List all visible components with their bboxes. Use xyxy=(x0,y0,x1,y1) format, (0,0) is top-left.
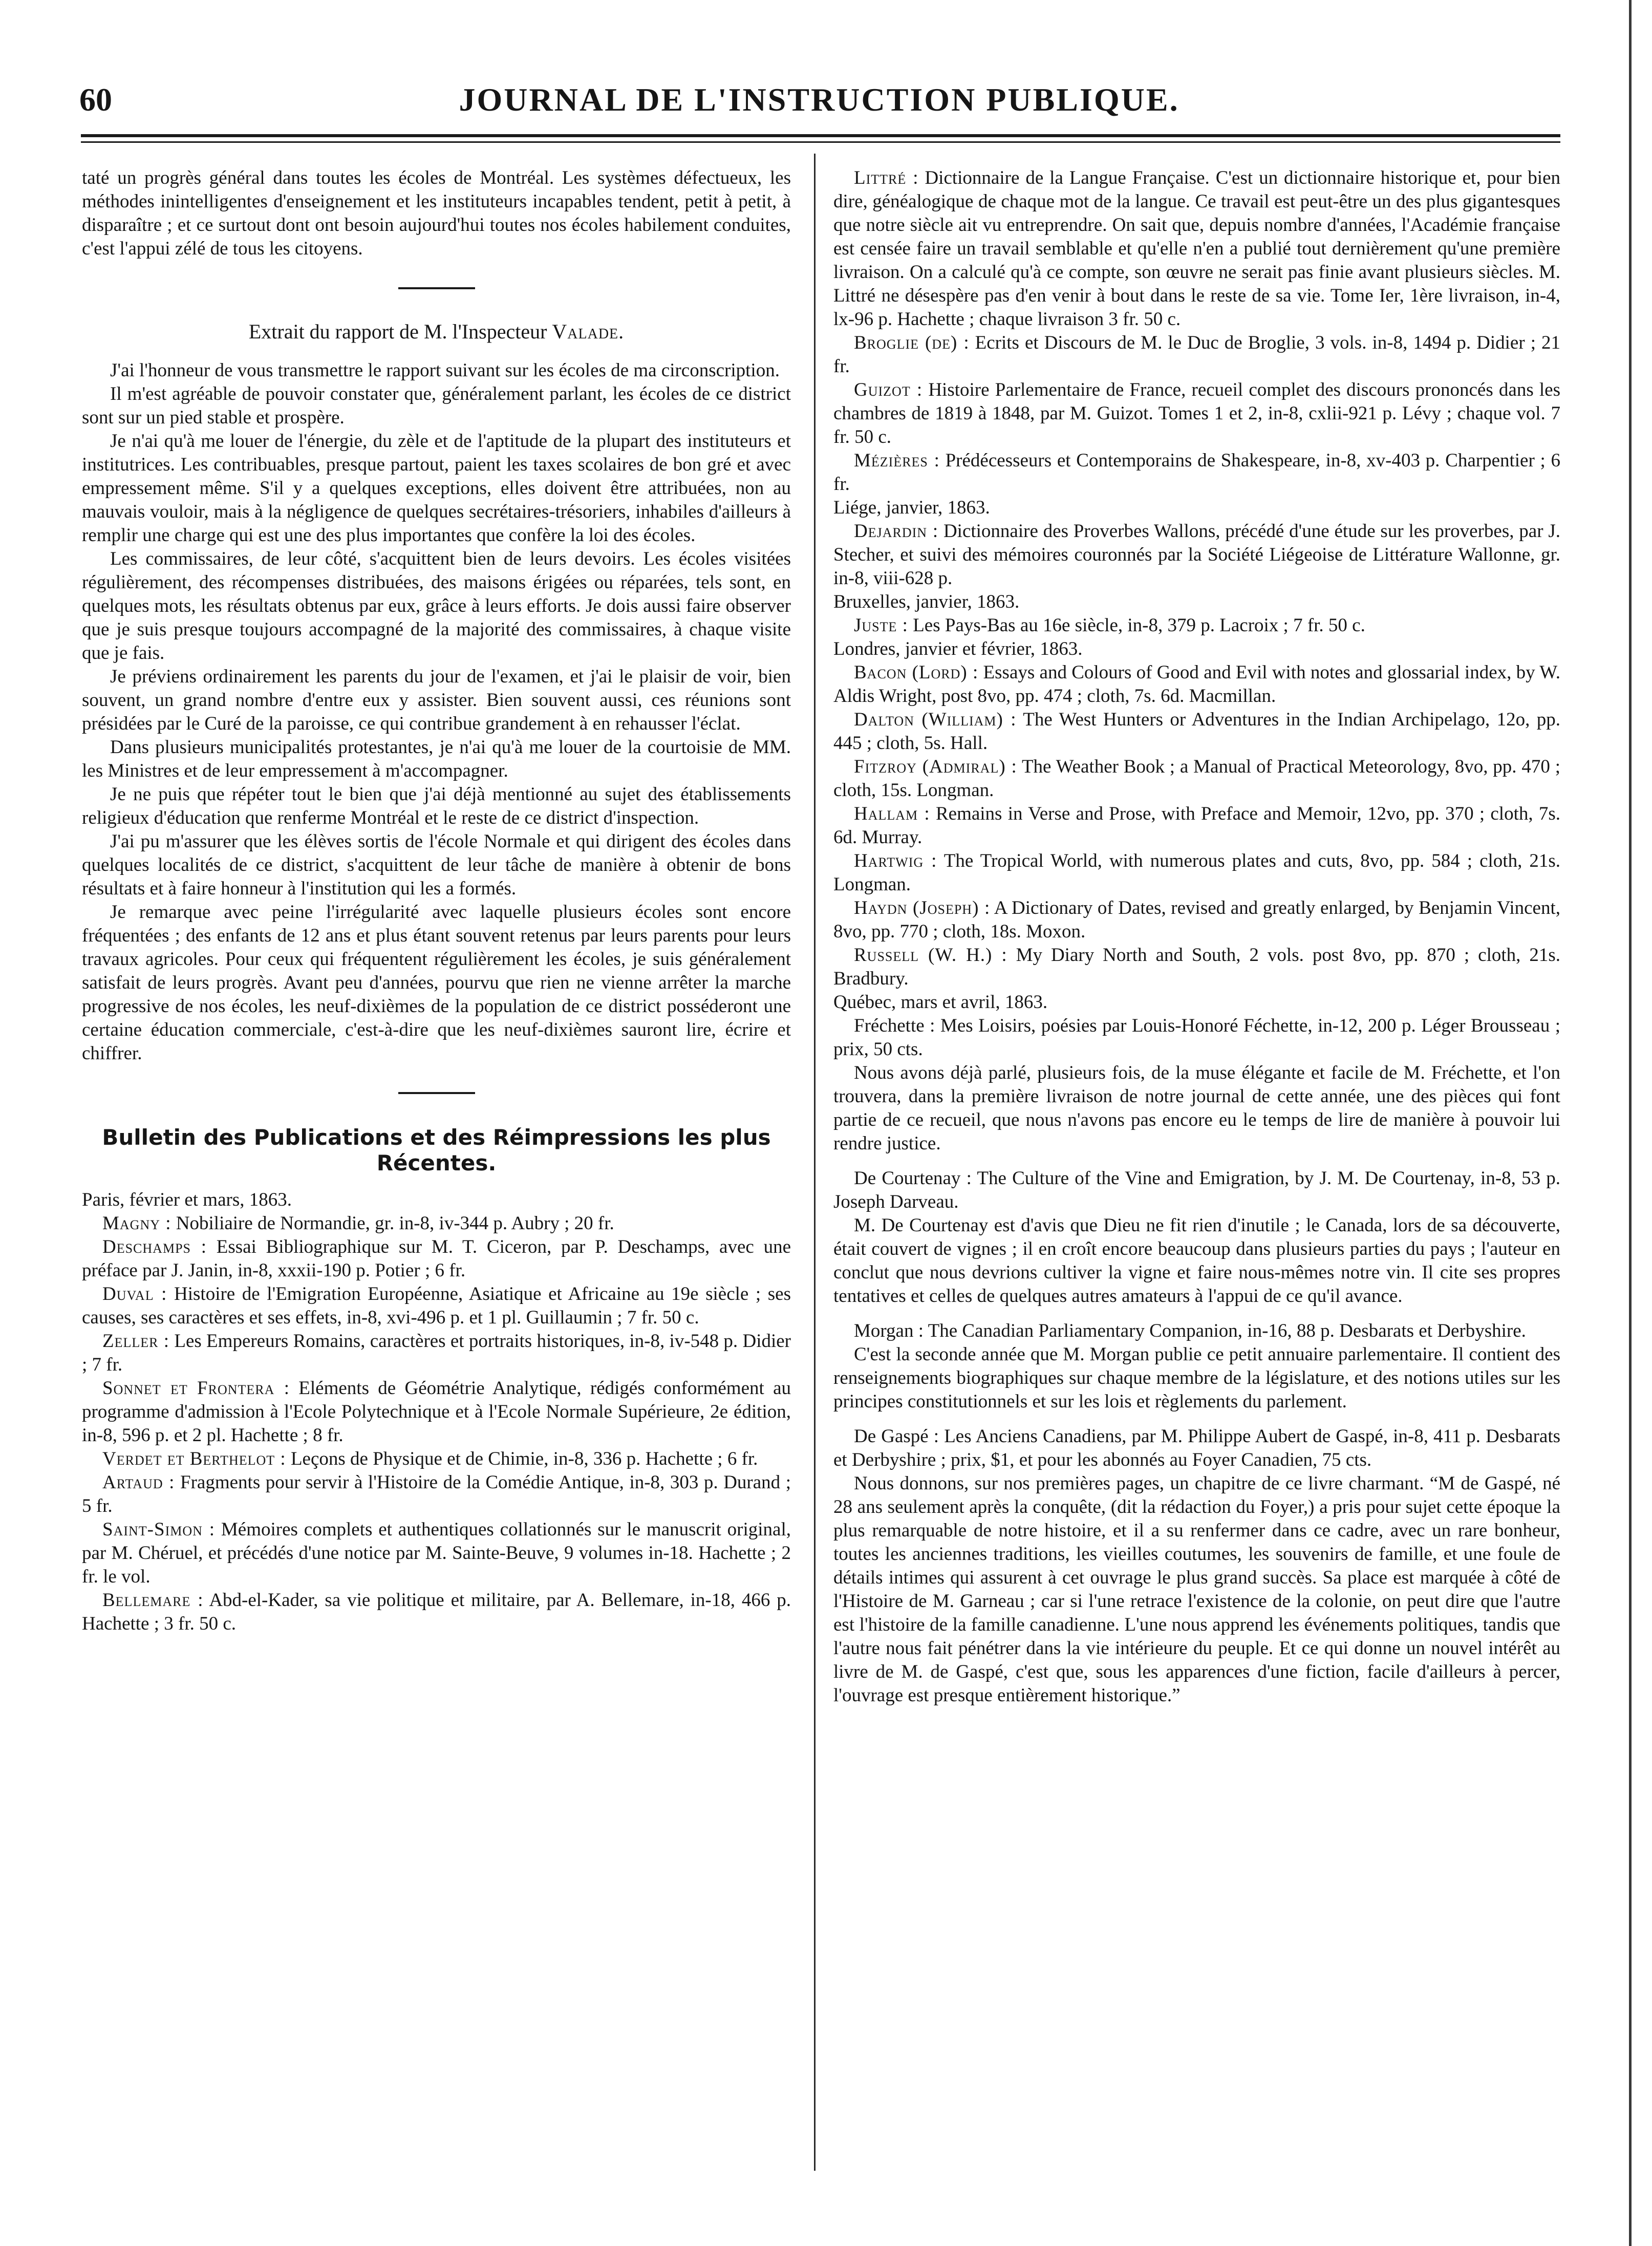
entry-text: Remains in Verse and Prose, with Preface and Memoir, 12vo, pp. 370 ; cloth, 7s. 6d. Murray. xyxy=(833,803,1561,848)
entry-author: Saint-Simon : xyxy=(102,1519,216,1540)
entry-text: Dictionnaire de la Langue Française. C'est un dictionnaire historique et, pour bien dire, généalogique de chaque mot de la langue. Ce travail est peut-être un des plus gigantesques que notre siècle ait vu entreprendre. On sait que, depuis nombre d'années, l'Académie française est censée faire un travail semblable et qu'elle n'en a publié tout dernièrement qu'une première livraison. On a calculé qu'à ce compte, son œuvre ne serait pas finie avant plusieurs siècles. M. Littré ne désespère pas d'en venir à bout dans le reste de sa vie. Tome Ier, 1ère livraison, in-4, lx-96 p. Hachette ; chaque livraison 3 fr. 50 c. xyxy=(833,167,1560,330)
entry-text: Mémoires complets et authentiques collationnés sur le manuscrit original, par M. Chéruel, et précédés d'une notice par M. Sainte-Beuve, 9 volumes in-18. Hachette ; 2 fr. le vol. xyxy=(82,1519,791,1587)
bibliography-entry xyxy=(82,1377,791,1447)
bibliography-entry xyxy=(82,1282,791,1330)
header-rule-thick xyxy=(81,134,1560,137)
bibliography-entry xyxy=(833,1319,1560,1343)
dateline-bruxelles: Bruxelles, janvier, 1863. xyxy=(833,591,1020,612)
entry-author: Russell (W. H.) : xyxy=(854,945,1007,966)
entry-text: Fragments pour servir à l'Histoire de la Comédie Antique, in-8, 303 p. Durand ; 5 fr. xyxy=(82,1472,791,1516)
entry-text: Histoire Parlementaire de France, recueil complet des discours prononcés dans les chambres de 1819 à 1848, par M. Guizot. Tomes 1 et 2, in-8, cxlii-921 p. Lévy ; chaque vol. 7 fr. 50 c. xyxy=(833,379,1560,447)
review-gaspe xyxy=(833,1425,1560,1707)
review-text: Nous donnons, sur nos premières pages, un chapitre de ce livre charmant. “M de Gaspé, né 28 ans seulement après la conquête, (dit la rédaction du Foyer,) a pris pour sujet cette époque la plus remarquable de notre histoire, et il a su renfermer dans ce cadre, avec un rare bonheur, toutes les anciennes traditions, les vieilles coutumes, les souvenirs de famille, et une foule de détails intimes qui assurent à cet ouvrage le plus grand succès. Sa place est marquée à côté de l'Histoire de M. Garneau ; car si l'une retrace l'existence de la colonie, on peut dire que l'autre est l'histoire de la famille canadienne. L'une nous apprend les événements politiques, tandis que l'autre nous fait pénétrer dans la vie intérieure du peuple. Et ce qui donne un nouvel intérêt au livre de M. de Gaspé, c'est que, sous les apparences d'une fiction, facile d'ailleurs à percer, l'ouvrage est presque entièrement historique.” xyxy=(833,1473,1560,1706)
section-divider xyxy=(398,1092,475,1094)
entry-author: Broglie (de) : xyxy=(854,332,970,353)
entry-text: Dictionnaire des Proverbes Wallons, précédé d'une étude sur les proverbes, par J. Stecher, et suivi des mémoires couronnés par la Société Liégeoise de Littérature Wallonne, gr. in-8, viii-628 p. xyxy=(833,521,1560,589)
report-paragraph: Je n'ai qu'à me louer de l'énergie, du zèle et de l'aptitude de la plupart des instituteurs et institutrices. Les contribuables, presque partout, paient les taxes scolaires de bon gré et avec empressement même. S'il y a quelques exceptions, elles doivent être attribuées, non au mauvais vouloir, mais à la négligence de quelques secrétaires-trésoriers, inhabiles d'ailleurs à remplir une charge qui est une des plus importantes que confère la loi des écoles. xyxy=(82,431,791,546)
page-edge-line xyxy=(1629,0,1632,2246)
entry-text: Les Pays-Bas au 16e siècle, in-8, 379 p. Lacroix ; 7 fr. 50 c. xyxy=(913,615,1365,636)
entry-text: Essays and Colours of Good and Evil with notes and glossarial index, by W. Aldis Wright, post 8vo, pp. 474 ; cloth, 7s. 6d. Macmillan. xyxy=(833,662,1560,707)
entry-text: Prédécesseurs et Contemporains de Shakespeare, in-8, xv-403 p. Charpentier ; 6 fr. xyxy=(833,450,1561,495)
review-morgan xyxy=(833,1319,1560,1414)
entry-author: Zeller : xyxy=(102,1331,170,1352)
entry-text: The Tropical World, with numerous plates and cuts, 8vo, pp. 584 ; cloth, 21s. Longman. xyxy=(833,850,1560,895)
right-column xyxy=(833,166,1560,1707)
entry-author: Magny : xyxy=(102,1213,171,1234)
bibliography-entry xyxy=(833,708,1560,755)
report-paragraph: Dans plusieurs municipalités protestantes, je n'ai qu'à me louer de la courtoisie de MM. les Ministres et de leur empressement à m'accompagner. xyxy=(82,737,791,781)
entry-author: Littré : xyxy=(854,167,919,188)
entry-author: Sonnet et Frontera : xyxy=(102,1378,290,1399)
page-header xyxy=(79,77,1559,125)
review-courtenay xyxy=(833,1167,1560,1308)
review-text: C'est la seconde année que M. Morgan publie ce petit annuaire parlementaire. Il contient des renseignements biographiques sur chaque membre de la législature, et des notions utiles sur les principes constitutionnels et sur les lois et règlements du parlement. xyxy=(833,1344,1560,1412)
entry-author: Dalton (William) : xyxy=(854,709,1017,730)
report-paragraph: Je préviens ordinairement les parents du jour de l'examen, et j'ai le plaisir de voir, bien souvent, un grand nombre d'entre eux y assister. Bien souvent aussi, ces réunions sont présidées par le Curé de la paroisse, ce qui contribue grandement à en rehausser l'éclat. xyxy=(82,666,791,734)
entry-text: Eléments de Géométrie Analytique, rédigés conformément au programme d'admission à l'Ecole Polytechnique et à l'Ecole Normale Supérieure, 2e édition, in-8, 596 p. et 2 pl. Hachette ; 8 fr. xyxy=(82,1378,791,1446)
report-paragraph: Je remarque avec peine l'irrégularité avec laquelle plusieurs écoles sont encore fréquentées ; des enfants de 12 ans et plus étant souvent retenus par leurs parents pour leurs travaux agricoles. Pour ceux qui fréquentent régulièrement les écoles, je suis généralement satisfait de leurs progrès. Avant peu d'années, pourvu que rien ne vienne arrêter la marche progressive de nos écoles, les neuf-dixièmes de la population de ce district posséderont une certaine éducation commerciale, c'est-à-dire que les neuf-dixièmes sauront lire, écrire et chiffrer. xyxy=(82,902,791,1064)
bibliography-entry xyxy=(833,755,1560,802)
entry-author: Bacon (Lord) : xyxy=(854,662,979,683)
entry-author: Artaud : xyxy=(102,1472,175,1493)
bibliography-entry xyxy=(833,449,1560,496)
report-heading-name: Valade. xyxy=(552,320,625,343)
bibliography-entry xyxy=(82,1518,791,1589)
entry-text: The Culture of the Vine and Emigration, by J. M. De Courtenay, in-8, 53 p. Joseph Darveau. xyxy=(833,1168,1560,1212)
bibliography-entry xyxy=(833,378,1560,449)
bibliography-entry xyxy=(833,520,1560,590)
left-column xyxy=(82,166,791,1636)
report-paragraph: Il m'est agréable de pouvoir constater que, généralement parlant, les écoles de ce district sont sur un pied stable et prospère. xyxy=(82,383,791,428)
bibliography-entry xyxy=(82,1330,791,1377)
entry-text: Mes Loisirs, poésies par Louis-Honoré Féchette, in-12, 200 p. Léger Brousseau ; prix, 50 cts. xyxy=(833,1015,1560,1060)
entry-text: Les Empereurs Romains, caractères et portraits historiques, in-8, iv-548 p. Didier ; 7 fr. xyxy=(82,1331,791,1375)
bibliography-entry xyxy=(82,1471,791,1518)
bibliography-entry xyxy=(82,1589,791,1636)
entry-author: Duval : xyxy=(102,1284,167,1304)
entry-author: Dejardin : xyxy=(854,521,939,542)
entry-text: Leçons de Physique et de Chimie, in-8, 336 p. Hachette ; 6 fr. xyxy=(290,1448,758,1469)
entry-text: Histoire de l'Emigration Européenne, Asiatique et Africaine au 19e siècle ; ses causes, ses caractères et ses effets, in-8, xvi-496 p. et 1 pl. Guillaumin ; 7 fr. 50 c. xyxy=(82,1284,791,1328)
entry-text: Essai Bibliographique sur M. T. Ciceron, par P. Deschamps, avec une préface par J. Janin, in-8, xxxii-190 p. Potier ; 6 fr. xyxy=(82,1236,791,1281)
bibliography-entry xyxy=(833,1425,1560,1472)
report-heading-prefix: Extrait du rapport de M. l'Inspecteur xyxy=(248,320,547,343)
entry-text: My Diary North and South, 2 vols. post 8vo, pp. 870 ; cloth, 21s. Bradbury. xyxy=(833,945,1560,989)
bulletin-title: Bulletin des Publications et des Réimpressions les plus Récentes. xyxy=(102,1125,771,1175)
bibliography-entry xyxy=(833,849,1560,896)
bibliography-entry xyxy=(833,661,1560,708)
entry-text: The Weather Book ; a Manual of Practical Meteorology, 8vo, pp. 470 ; cloth, 15s. Longman. xyxy=(833,756,1560,801)
entry-author: Hallam : xyxy=(854,803,930,824)
column-divider xyxy=(814,154,816,2171)
bibliography-entry xyxy=(82,1235,791,1282)
report-paragraph: Les commissaires, de leur côté, s'acquittent bien de leurs devoirs. Les écoles visitées régulièrement, des récompenses distribuées, des maisons érigées ou réparées, tels sont, en quelques mots, les résultats obtenus par eux, grâce à leurs efforts. Je dois aussi faire observer que je suis presque toujours accompagné de la majorité des commissaires, à chaque visite que je fais. xyxy=(82,548,791,664)
bibliography-entry xyxy=(833,331,1560,378)
bibliography-entry xyxy=(833,944,1560,991)
review-text: M. De Courtenay est d'avis que Dieu ne fit rien d'inutile ; le Canada, lors de sa découverte, était couvert de vignes ; il en croît encore beaucoup dans plusieurs parties du pays ; l'auteur en conclut que nous devrions cultiver la vigne et faire nous-mêmes notre vin. Il cite ses propres tentatives et celles de quelques autres amateurs à l'appui de ce qu'il avance. xyxy=(833,1215,1560,1307)
entry-text: Abd-el-Kader, sa vie politique et militaire, par A. Bellemare, in-18, 466 p. Hachette ; 3 fr. 50 c. xyxy=(82,1590,791,1634)
entry-text: Les Anciens Canadiens, par M. Philippe Aubert de Gaspé, in-8, 411 p. Desbarats et Derbyshire ; prix, $1, et pour les abonnés au Foyer Canadien, 75 cts. xyxy=(833,1426,1561,1470)
entry-author: De Gaspé : xyxy=(854,1426,939,1447)
section-divider xyxy=(398,287,475,289)
entry-text: A Dictionary of Dates, revised and greatly enlarged, by Benjamin Vincent, 8vo, pp. 770 ; cloth, 18s. Moxon. xyxy=(833,897,1560,942)
entry-author: Juste : xyxy=(854,615,908,636)
entry-author: Morgan : xyxy=(854,1320,924,1341)
bibliography-entry xyxy=(833,1167,1560,1214)
entry-author: Mézières : xyxy=(854,450,940,471)
report-paragraph: J'ai l'honneur de vous transmettre le rapport suivant sur les écoles de ma circonscription. xyxy=(110,360,780,381)
entry-author: Deschamps : xyxy=(102,1236,207,1257)
dateline-paris: Paris, février et mars, 1863. xyxy=(82,1189,292,1210)
entry-author: Fréchette : xyxy=(854,1015,935,1036)
entry-author: Fitzroy (Admiral) : xyxy=(854,756,1017,777)
entry-author: De Courtenay : xyxy=(854,1168,972,1189)
entry-text: The West Hunters or Adventures in the Indian Archipelago, 12o, pp. 445 ; cloth, 5s. Hall. xyxy=(833,709,1560,754)
header-rule-thin xyxy=(81,141,1560,143)
entry-author: Bellemare : xyxy=(102,1590,204,1611)
report-paragraph: Je ne puis que répéter tout le bien que j'ai déjà mentionné au sujet des établissements religieux d'éducation que renferme Montréal et le reste de ce district d'inspection. xyxy=(82,784,791,828)
entry-author: Verdet et Berthelot : xyxy=(102,1448,286,1469)
review-frechette xyxy=(833,1014,1560,1156)
bibliography-entry xyxy=(833,896,1560,944)
entry-author: Guizot : xyxy=(854,379,923,400)
bibliography-entry xyxy=(833,614,1560,637)
dateline-londres: Londres, janvier et février, 1863. xyxy=(833,638,1083,659)
dateline-quebec: Québec, mars et avril, 1863. xyxy=(833,992,1048,1013)
intro-paragraph: taté un progrès général dans toutes les écoles de Montréal. Les systèmes défectueux, les méthodes inintelligentes d'enseignement et les instituteurs incapables tendent, petit à petit, à disparaître ; et ce surtout dont ont besoin aujourd'hui toutes nos écoles habilement conduites, c'est l'appui zélé de tous les citoyens. xyxy=(82,167,791,259)
entry-author: Haydn (Joseph) : xyxy=(854,897,991,918)
bibliography-entry xyxy=(833,1014,1560,1061)
dateline-liege: Liége, janvier, 1863. xyxy=(833,497,990,518)
report-paragraph: J'ai pu m'assurer que les élèves sortis de l'école Normale et qui dirigent des écoles dans quelques localités de ce district, s'acquittent de leur tâche de manière à obtenir de bons résultats et à faire honneur à l'institution qui les a formés. xyxy=(82,831,791,899)
review-text: Nous avons déjà parlé, plusieurs fois, de la muse élégante et facile de M. Fréchette, et l'on trouvera, dans la première livraison de notre journal de cette année, une des pièces qui font partie de ce recueil, que nous n'avons pas encore eu le temps de lire de manière à pouvoir lui rendre justice. xyxy=(833,1062,1560,1154)
bibliography-entry xyxy=(82,1212,791,1235)
bibliography-entry xyxy=(82,1447,791,1471)
journal-title: JOURNAL DE L'INSTRUCTION PUBLIQUE. xyxy=(459,81,1179,118)
entry-text: The Canadian Parliamentary Companion, in-16, 88 p. Desbarats et Derbyshire. xyxy=(928,1320,1526,1341)
entry-text: Nobiliaire de Normandie, gr. in-8, iv-344 p. Aubry ; 20 fr. xyxy=(176,1213,614,1234)
page-number: 60 xyxy=(79,81,112,118)
bibliography-entry xyxy=(833,802,1560,849)
entry-author: Hartwig : xyxy=(854,850,937,871)
entry-text: Ecrits et Discours de M. le Duc de Broglie, 3 vols. in-8, 1494 p. Didier ; 21 fr. xyxy=(833,332,1561,377)
report-heading xyxy=(82,320,791,344)
bibliography-entry xyxy=(833,166,1560,331)
